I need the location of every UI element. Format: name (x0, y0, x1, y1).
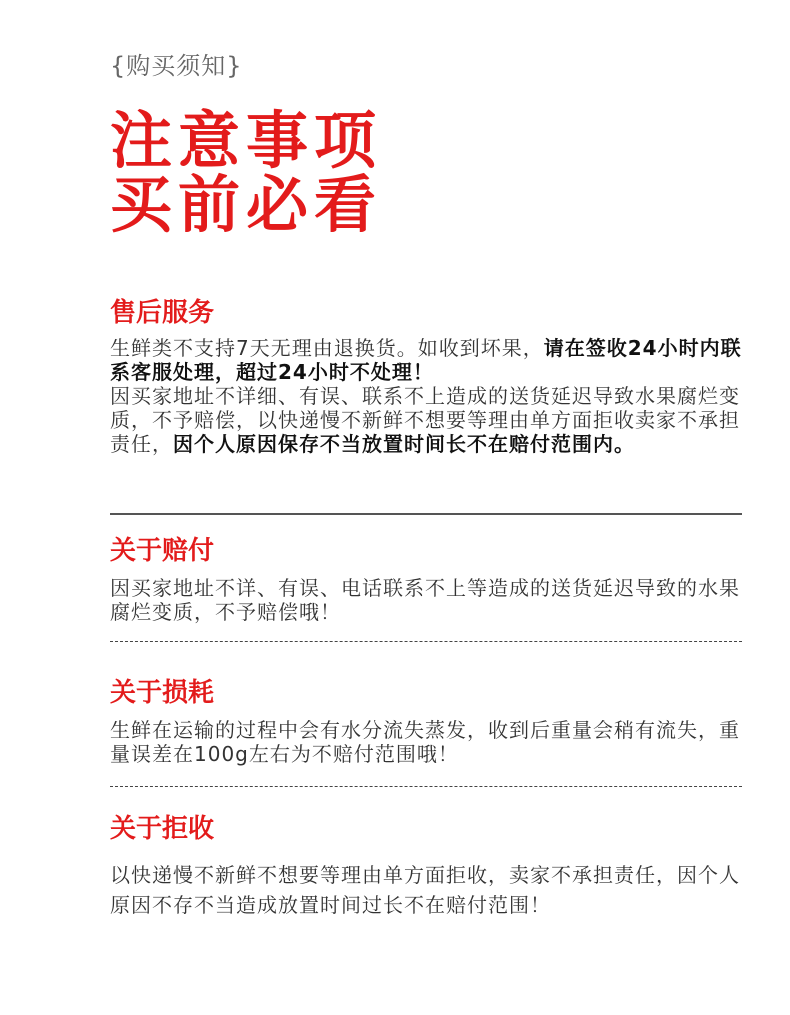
section-compensation (110, 534, 750, 624)
dashed-divider (110, 641, 742, 642)
notice-tag: {购买须知} (110, 52, 243, 80)
section-refusal (110, 812, 750, 920)
headline-line-2: 买前必看 (110, 168, 383, 241)
after-sales-p1-text: 生鲜类不支持7天无理由退换货。如收到坏果， (110, 336, 544, 360)
after-sales-p1-emphasis: 请在签收24小时内联系客服处理，超过24小时不处理！ (110, 336, 742, 384)
after-sales-paragraph-2 (110, 384, 750, 456)
section-divider (110, 513, 742, 515)
section-title-compensation: 关于赔付 (110, 536, 215, 566)
section-after-sales (110, 296, 750, 456)
after-sales-paragraph-1 (110, 336, 750, 384)
after-sales-p2-emphasis: 因个人原因保存不当放置时间长不在赔付范围内。 (173, 432, 635, 456)
section-title-loss: 关于损耗 (110, 678, 215, 708)
compensation-body: 因买家地址不详、有误、电话联系不上等造成的送货延迟导致的水果腐烂变质，不予赔偿哦！ (110, 576, 740, 624)
after-sales-p2-text: 因买家地址不详细、有误、联系不上造成的送货延迟导致水果腐烂变质，不予赔偿，以快递慢不新鲜不想要等理由单方面拒收卖家不承担责任， (110, 384, 740, 456)
section-loss (110, 676, 750, 766)
after-sales-body (110, 336, 750, 456)
headline-line-1: 注意事项 (110, 104, 383, 177)
loss-body: 生鲜在运输的过程中会有水分流失蒸发，收到后重量会稍有流失，重量误差在100g左右为不赔付范围哦！ (110, 718, 740, 766)
section-title-after-sales: 售后服务 (110, 298, 215, 328)
section-title-refusal: 关于拒收 (110, 814, 215, 844)
refusal-body: 以快递慢不新鲜不想要等理由单方面拒收，卖家不承担责任，因个人原因不存不当造成放置时间过长不在赔付范围！ (110, 863, 740, 917)
dashed-divider (110, 786, 742, 787)
